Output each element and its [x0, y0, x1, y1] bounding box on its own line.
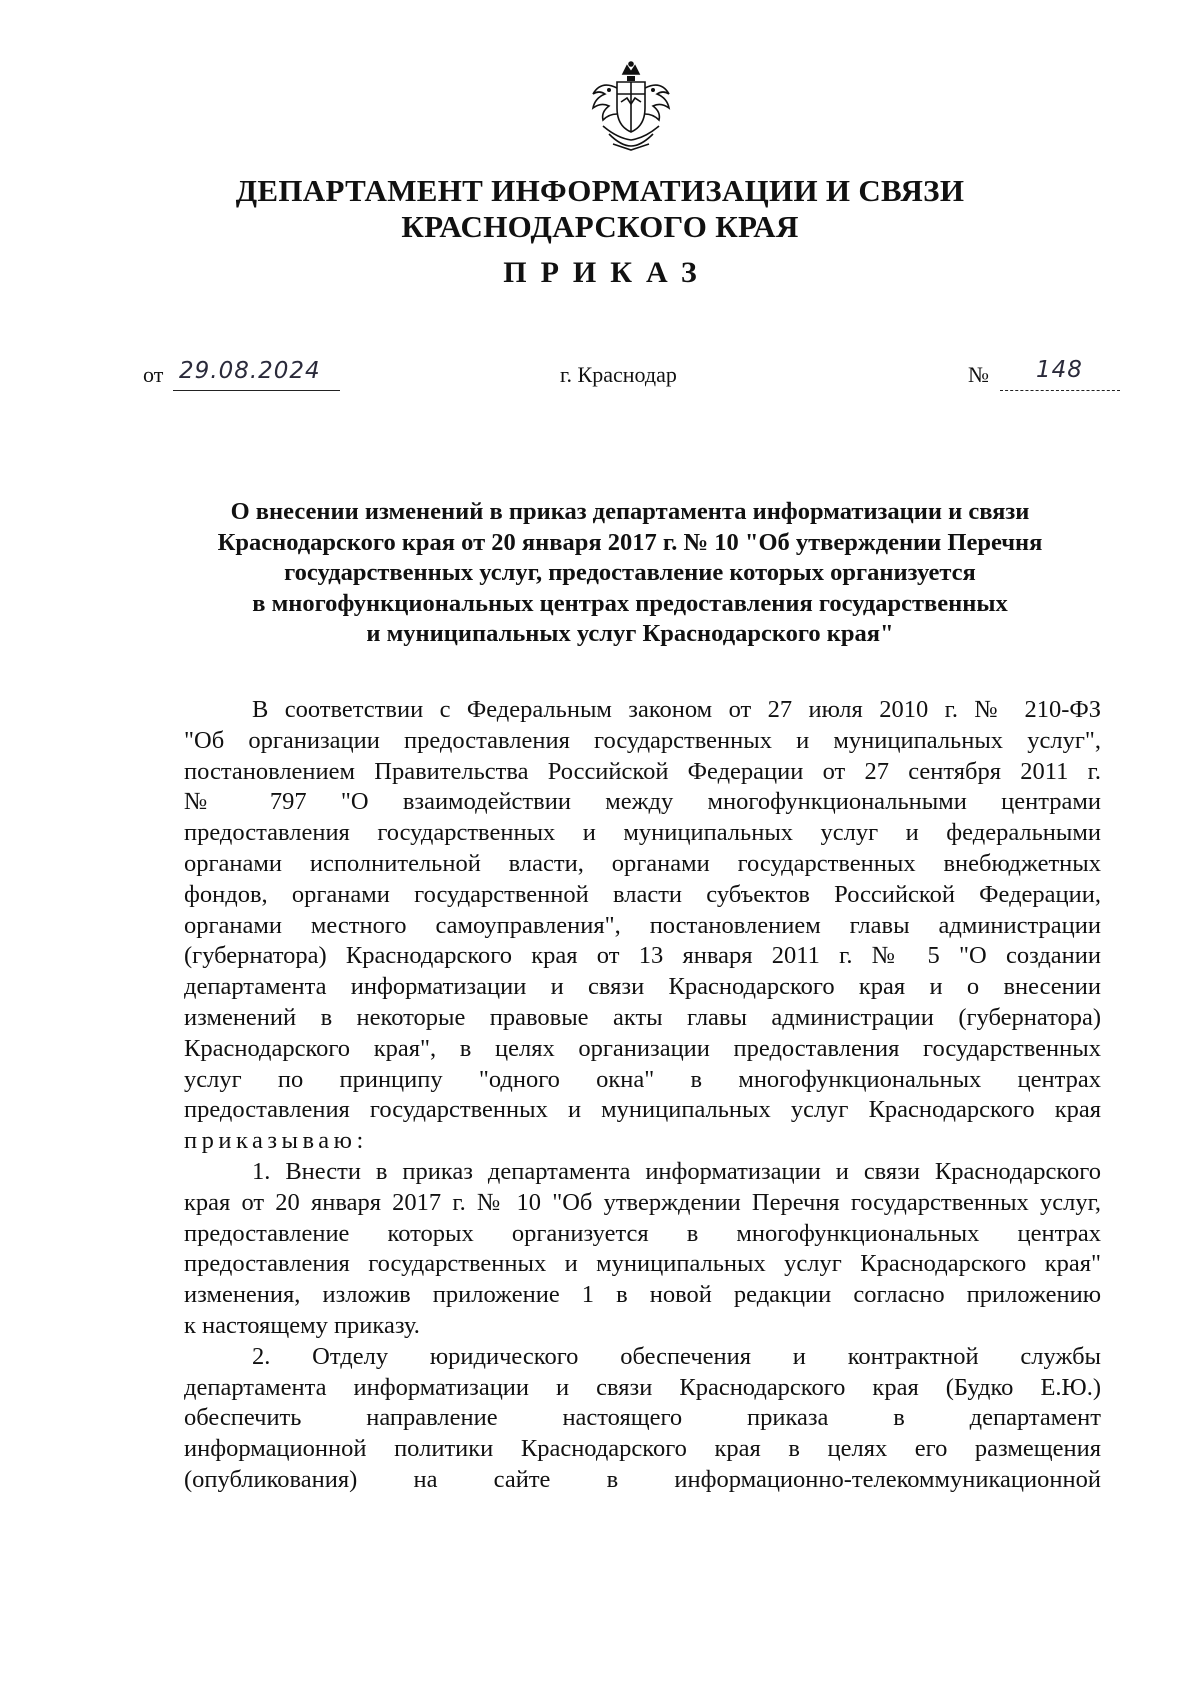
preamble-line: В соответствии с Федеральным законом от 27 июля 2010 г. № 210-ФЗ: [252, 696, 1101, 723]
item-2-line: информационной политики Краснодарского края в целях его размещения: [184, 1435, 1101, 1463]
item-1-line: предоставление которых организуется в многофункциональных центрах: [184, 1219, 1101, 1247]
subject-line: и муниципальных услуг Краснодарского края": [366, 620, 894, 647]
handwritten-date: 29.08.2024: [179, 358, 321, 384]
subject-line: государственных услуг, предоставление которых организуется: [284, 559, 976, 586]
preamble-line: услуг по принципу "одного окна" в многофункциональных центрах: [184, 1065, 1101, 1093]
subject-line: О внесении изменений в приказ департамента информатизации и связи: [230, 498, 1030, 525]
organization-name-line-2: КРАСНОДАРСКОГО КРАЯ: [401, 209, 799, 244]
item-1-line: края от 20 января 2017 г. № 10 "Об утверждении Перечня государственных услуг,: [184, 1188, 1101, 1216]
item-1-line: предоставления государственных и муниципальных услуг Краснодарского края": [184, 1250, 1101, 1278]
subject-line: Краснодарского края от 20 января 2017 г. № 10 "Об утверждении Перечня: [217, 528, 1043, 556]
date-label: от: [143, 362, 164, 387]
item-2-line: (опубликования) на сайте в информационно-телекоммуникационной: [184, 1465, 1101, 1493]
preamble-line: предоставления государственных и муниципальных услуг и федеральными: [184, 819, 1101, 847]
order-word: приказываю:: [184, 1127, 368, 1155]
item-2-line: департамента информатизации и связи Краснодарского края (Будко Е.Ю.): [184, 1373, 1101, 1401]
organization-name-line-1: ДЕПАРТАМЕНТ ИНФОРМАТИЗАЦИИ И СВЯЗИ: [235, 173, 965, 208]
preamble-line: органами местного самоуправления", постановлением главы администрации: [184, 911, 1101, 939]
document-type-title: ПРИКАЗ: [503, 256, 711, 289]
item-1-line: к настоящему приказу.: [184, 1311, 420, 1339]
number-label: №: [968, 362, 989, 387]
preamble-line: № 797 "О взаимодействии между многофункциональными центрами: [184, 788, 1101, 816]
preamble-line: (губернатора) Краснодарского края от 13 января 2011 г. № 5 "О создании: [184, 942, 1101, 970]
item-2-line: обеспечить направление настоящего приказа в департамент: [184, 1404, 1101, 1432]
handwritten-number: 148: [1036, 357, 1083, 383]
preamble-line: Краснодарского края", в целях организации предоставления государственных: [184, 1034, 1101, 1062]
preamble-line: органами исполнительной власти, органами государственных внебюджетных: [184, 849, 1101, 877]
krasnodar-krai-coat-of-arms-icon: [583, 60, 679, 152]
preamble-line: "Об организации предоставления государственных и муниципальных услуг",: [184, 726, 1101, 754]
preamble-line: фондов, органами государственной власти субъектов Российской Федерации,: [184, 880, 1101, 908]
item-1-line: изменения, изложив приложение 1 в новой редакции согласно приложению: [184, 1281, 1101, 1309]
order-body: [184, 695, 1101, 1496]
city-name: г. Краснодар: [560, 362, 677, 387]
order-subject: [150, 497, 1110, 650]
preamble-line: изменений в некоторые правовые акты главы администрации (губернатора): [184, 1003, 1101, 1031]
subject-line: в многофункциональных центрах предоставления государственных: [252, 589, 1008, 617]
preamble-line: департамента информатизации и связи Краснодарского края и о внесении: [184, 973, 1101, 1001]
item-1-line: 1. Внести в приказ департамента информатизации и связи Краснодарского: [252, 1157, 1101, 1185]
preamble-line: постановлением Правительства Российской Федерации от 27 сентября 2011 г.: [184, 757, 1101, 785]
item-2-line: 2. Отделу юридического обеспечения и контрактной службы: [252, 1342, 1101, 1370]
preamble-line: предоставления государственных и муниципальных услуг Краснодарского края: [184, 1096, 1101, 1124]
